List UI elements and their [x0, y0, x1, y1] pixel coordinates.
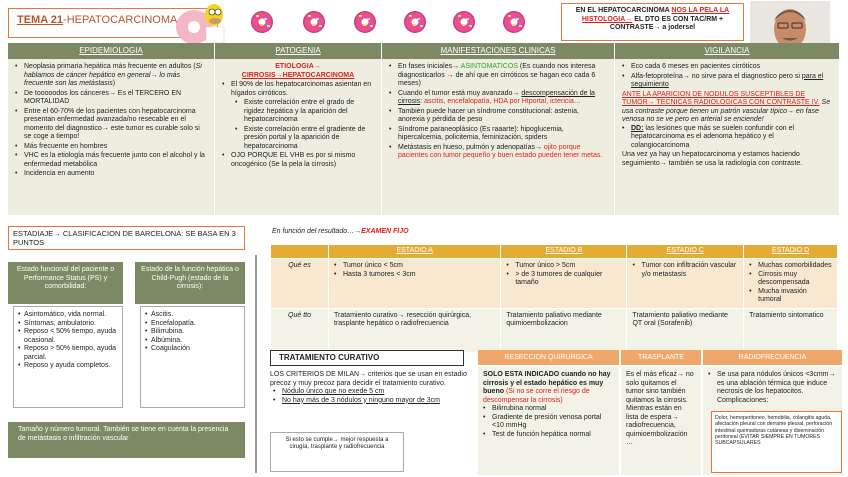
header-manifestaciones: MANIFESTACIONES CLINICAS [382, 43, 614, 59]
info-box: EN EL HEPATOCARCINOMA NOS LA PELA LA HISTOLOGIA→ EL DTO ES CON TAC/RM + CONTRASTE→ a jodersel [561, 3, 744, 41]
child-pugh-title: Estado de la función hepática o Child-Pugh (estado de la cirrosis): [135, 262, 245, 304]
list-item: • Test de función hepática normal [483, 431, 614, 440]
donut-icon [354, 11, 376, 33]
list-item: • Nódulo único que no exede 5 cm [270, 388, 470, 397]
list-item: • Bilirrubina normal [483, 405, 614, 414]
list-item: • Albúmina. [145, 337, 240, 346]
list-item: • OJO PORQUE EL VHB es por si mismo oncogénico (Se la pela la cirrosis) [222, 152, 374, 169]
trasplante-body: Es el más eficaz→ no solo quitamos el tumor sino también quitamos la cirrosis. Mientras están en lista de espera→ radiofrecuencia, quimioembolización … [621, 367, 701, 475]
list-item: • Metástasis en hueso, pulmón y adenopatías→ ojito porque pacientes con tumor pequeño y buen estado pueden tener metas. [389, 144, 607, 161]
list-item: • Más frecuente en hombres [15, 143, 207, 152]
header-trasplante: TRASPLANTE [621, 350, 701, 365]
donut-icon [453, 11, 475, 33]
list-item: • Alfa-fetoproteína→ no sirve para el diagnostico pero si para el seguimiento [622, 73, 832, 90]
list-item: • Existe correlación entre el grado de rigidez hepática y la aparición del hepatocarcinoma [222, 99, 374, 125]
list-item: • Síntomas, ambulatorio. [18, 320, 118, 329]
reseccion-body: SOLO ESTA INDICADO cuando no hay cirrosis y el estado hepático es muy bueno (Si no se corre el riesgo de descompensar la cirrosis) • Bilirrubina normal • Gradiente de presión venosa portal <10 mmHg • Test de función hepática normal [478, 367, 619, 475]
header-reseccion: RESECCION QUIRURGICA [478, 350, 619, 365]
tratamiento-curativo-body: LOS CRITERIOS DE MILAN→ criterios que se usan en estadio precoz y muy precoz para decidir el tratamiento curativo. • Nódulo único que no exede 5 cm • No hay más de 3 nódulos y ninguno mayor de 3cm [270, 371, 470, 431]
list-item: • Eco cada 6 meses en pacientes cirróticos [622, 63, 832, 72]
header-patogenia: PATOGENIA [215, 43, 381, 59]
list-item: • En fases iniciales→ ASINTOMATICOS (Es cuando nos interesa diagnosticarlos → de ahí que en cirróticos se hagan eco cada 6 meses) [389, 63, 607, 89]
header-estadio-a: ESTADIO A [329, 245, 501, 259]
homer-icon [172, 1, 230, 45]
donut-icon [503, 11, 525, 33]
list-item: • Cuando el tumor está muy avanzado→ descompensación de la cirrosis: ascitis, encefalopatía, HDA por Htportal, ictericia… [389, 90, 607, 107]
stage-table [270, 244, 838, 353]
list-item: • Entre el 60-70% de los pacientes con hepatocarcinoma presentan enfermedad avanzada/no resecable en el momento del diagnostico→ este tumor es curable solo si se coge a tiempo! [15, 108, 207, 142]
child-pugh-list [140, 306, 245, 408]
list-item: • VHC es la etiología más frecuente junto con el alcohol y la enfermedad metabólica [15, 152, 207, 169]
vigilancia-panel: • Eco cada 6 meses en pacientes cirróticos • Alfa-fetoproteína→ no sirve para el diagnostico pero si para el seguimiento ANTE LA APARICION DE NODULOS SUSCEPTIBLES DE TUMOR→ TECNICAS RADIOLOGICAS CON CONTRASTE IV. Se usa contraste porque tienen un patrón vascular típico→ en fase venosa no se ve pero en arterial se enciende! • DD: las lesiones que más se suelen confundir con el hepatocarcinoma es el adenoma hepático y el colangiocarcinoma Una vez ya hay un hepatocarcinoma y estamos haciendo seguimiento→ también se usa la radiología con contraste. [615, 59, 839, 215]
list-item: • Reposo y ayuda completos. [18, 362, 118, 371]
list-item: • De tooooodos los cánceres→ Es el TERCERO EN MORTALIDAD [15, 90, 207, 107]
list-item: • Reposo < 50% tiempo, ayuda ocasional. [18, 328, 118, 345]
list-item: • Se usa para nódulos únicos <3cmm→ es una ablación térmica que induce necrosis de los hepatocitos. Complicaciones: [708, 371, 837, 405]
epidemiologia-panel [8, 59, 214, 215]
list-item: • Incidencia en aumento [15, 170, 207, 179]
header-estadio-d: ESTADIO D [744, 245, 838, 259]
header-estadio-b: ESTADIO B [501, 245, 627, 259]
list-item: • Coagulación [145, 345, 240, 354]
ps-list [13, 306, 123, 408]
list-item: • Síndrome paraneoplásico (Es raaarte): hipoglucemia, hipercalcemia, policitemia, feminización, spiders [389, 126, 607, 143]
complicaciones-note: Dolor, hemoperitoneo, hemobilia, colangitis aguda, afectación pleural con derrame pleural, perforación intestinal quemaduras cutáneas y diseminación peritoneal (EVITAR SIEMPRE EN TUMORES SUBCAPSULARES [711, 411, 842, 473]
list-item: • También puede hacer un síndrome constitucional: astenia, anorexia y pérdida de peso [389, 108, 607, 125]
list-item: • No hay más de 3 nódulos y ninguno mayor de 3cm [270, 397, 470, 406]
ps-title: Estado funcional del paciente o Performance Status (PS) y comorbilidad: [8, 262, 123, 304]
list-item: • Ascitis. [145, 311, 240, 320]
list-item: • Gradiente de presión venosa portal <10 mmHg [483, 414, 614, 431]
list-item: • El 90% de los hepatocarcinomas asientan en hígados cirróticos. [222, 81, 374, 98]
header-epidemiologia: EPIDEMIOLOGIA [8, 43, 214, 59]
tratamiento-curativo-heading: TRATAMIENTO CURATIVO [270, 350, 464, 366]
tamano-box: Tamaño y número tumoral. También se tiene en cuenta la presencia de metástasis o infiltración vascular [8, 422, 245, 458]
list-item: • Bilirrubina. [145, 328, 240, 337]
divider [255, 255, 257, 473]
donut-icon [303, 11, 325, 33]
donut-icon [404, 11, 426, 33]
resultado-note: En función del resultado…→EXAMEN FIJO [272, 228, 409, 235]
table-row: Qué es • Tumor único < 5cm • Hasta 3 tumores < 3cm • Tumor único > 5cm • > de 3 tumores de cualquier tamaño • Tumor con infiltración vascular y/o metastasis • Muchas comorbilidades • Cirrosis muy descompensada • Mucha invasión tumoral [271, 259, 838, 309]
page-title: TEMA 21-HEPATOCARCINOMA [8, 8, 218, 38]
header-radiofrecuencia: RADIOFRECUENCIA [703, 350, 842, 365]
milan-note: Si esto se cumple→ mejor respuesta a cirugía, trasplante y radiofrecuencia [270, 432, 404, 472]
list-item: • Neoplasia primaria hepática más frecuente en adultos (Si hablamos de cáncer hepático en general→ lo más frecuente son las metástasis) [15, 63, 207, 89]
list-item: • Encefalopatía. [145, 320, 240, 329]
list-item: • DD: las lesiones que más se suelen confundir con el hepatocarcinoma es el adenoma hepático y el colangiocarcinoma [622, 125, 832, 151]
list-item: • Existe correlación entre el gradiente de presión portal y la aparición de hepatocarcinoma [222, 126, 374, 152]
list-item: • Reposo > 50% tiempo, ayuda parcial. [18, 345, 118, 362]
estadiaje-heading: ESTADIAJE→ CLASIFICACION DE BARCELONA: SE BASA EN 3 PUNTOS [8, 226, 245, 250]
table-row: Qué tto Tratamiento curativo→ resección quirúrgica, trasplante hepático o radiofrecuencia Tratamiento paliativo mediante quimioembolizacion Tratamiento paliativo mediante QT oral (Sorafenib) Tratamiento sintomatico [271, 308, 838, 352]
donut-icon [251, 11, 273, 33]
header-estadio-c: ESTADIO C [627, 245, 744, 259]
list-item: • Asintomático, vida normal. [18, 311, 118, 320]
manifestaciones-panel [382, 59, 614, 215]
header-vigilancia: VIGILANCIA [615, 43, 839, 59]
patogenia-panel: ETIOLOGIA→ CIRROSIS→HEPATOCARCINOMA • El 90% de los hepatocarcinomas asientan en hígados cirróticos. • Existe correlación entre el grado de rigidez hepática y la aparición del hepatocarcinoma • Existe correlación entre el gradiente de presión portal y la aparición de hepatocarcinoma • OJO PORQUE EL VHB es por si mismo oncogénico (Se la pela la cirrosis) [215, 59, 381, 215]
